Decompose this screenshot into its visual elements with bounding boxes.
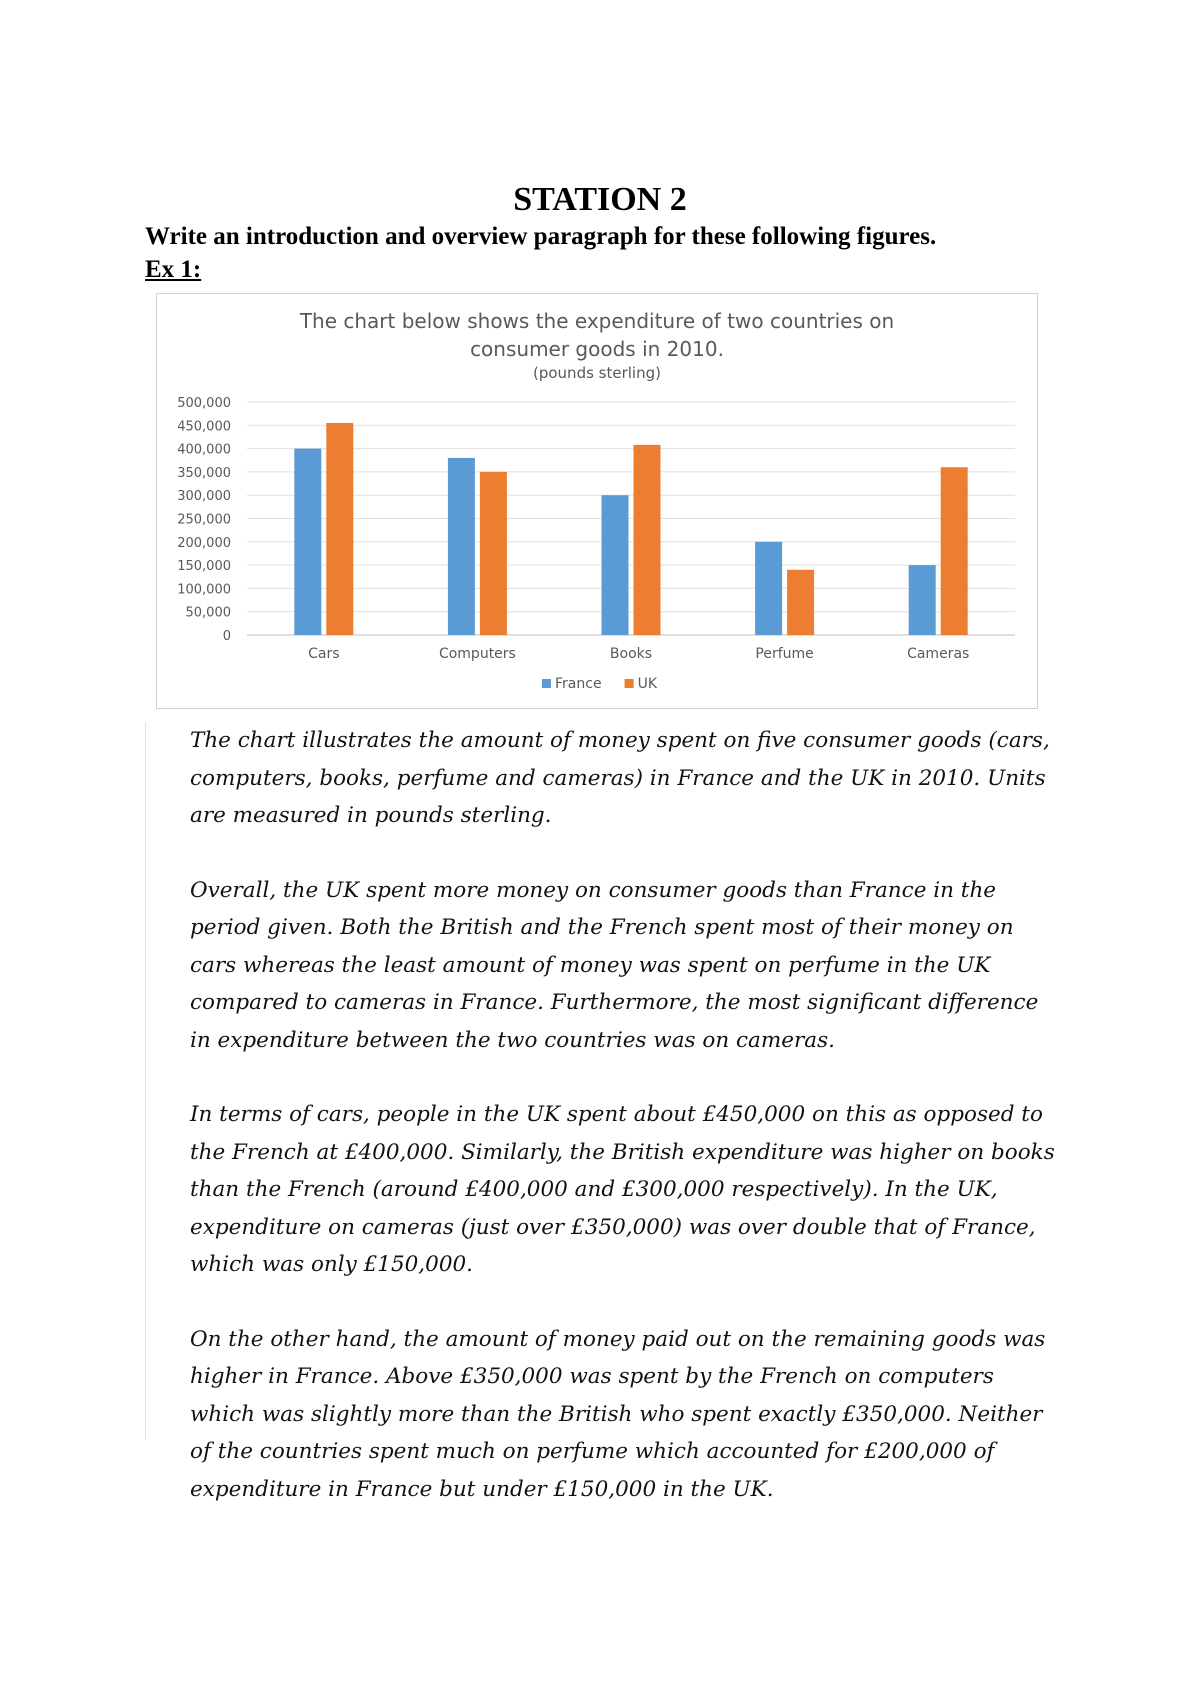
example-label: Ex 1: [145,256,202,283]
legend-swatch-france [542,679,551,688]
x-tick-label: Cameras [907,646,970,662]
essay-paragraph-2: Overall, the UK spent more money on consumer goods than France in the period given. Both the British and the French spent most of their money on cars whereas the least amount of money was spent on perfume in the UK compared to cameras in France. Furthermore, the most significant difference in expenditure between the two countries was on cameras. [190,877,1039,1053]
bar-uk-cars [326,423,353,635]
y-tick-label: 300,000 [177,489,231,505]
bar-uk-books [634,445,661,635]
legend-swatch-uk [625,679,634,688]
y-tick-label: 500,000 [177,396,231,411]
bar-uk-perfume [787,570,814,635]
bar-uk-computers [480,472,507,635]
y-tick-label: 450,000 [177,419,231,435]
chart-subtitle: (pounds sterling) [533,364,661,382]
chart-title-line-1: The chart below shows the expenditure of two countries on [299,309,895,333]
essay-paragraph-3: In terms of cars, people in the UK spent about £450,000 on this as opposed to the French at £400,000. Similarly, the British expenditure was higher on books than the French (around £400,000 and £300,000 respectively). In the UK, expenditure on cameras (just over £350,000) was over double that of France, which was only £150,000. [190,1102,1055,1277]
chart-title-line-2: consumer goods in 2010. [470,337,724,361]
x-tick-label: Perfume [755,646,814,662]
essay-paragraph-4: On the other hand, the amount of money paid out on the remaining goods was higher in France. Above £350,000 was spent by the French on computers which was slightly more than the British who spent exactly £350,000. Neither of the countries spent much on perfume which accounted for £200,000 of expenditure in France but under £150,000 in the UK. [190,1326,1046,1502]
bar-france-computers [448,458,475,635]
bar-france-books [602,495,629,635]
legend-label-uk: UK [637,676,658,692]
page-title: STATION 2 [513,181,687,218]
y-tick-label: 0 [222,629,231,644]
y-tick-label: 150,000 [177,559,231,575]
y-axis-ticks [177,396,231,644]
y-tick-label: 200,000 [177,535,231,551]
y-tick-label: 250,000 [177,512,231,528]
x-tick-label: Books [609,646,653,662]
legend [542,676,658,692]
essay-paragraph-1: The chart illustrates the amount of money spent on five consumer goods (cars, computers, books, perfume and cameras) in France and the UK in 2010. Units are measured in pounds sterling. [190,728,1050,828]
bar-uk-cameras [941,467,968,635]
y-tick-label: 400,000 [177,442,231,458]
bar-france-cameras [909,565,936,635]
essay-text [145,722,1065,1502]
y-tick-label: 350,000 [177,465,231,481]
y-tick-label: 50,000 [185,605,231,621]
bar-france-perfume [755,542,782,635]
x-tick-label: Computers [438,646,516,662]
gridlines [247,402,1015,635]
instruction-text: Write an introduction and overview paragraph for these following figures. [145,223,937,250]
bar-chart [156,293,1038,709]
bar-chart-svg [157,294,1037,708]
bar-france-cars [294,449,321,635]
y-tick-label: 100,000 [177,582,231,598]
x-tick-label: Cars [308,646,340,662]
bars [294,423,967,635]
x-axis-ticks [308,646,969,662]
legend-label-france: France [555,676,602,692]
